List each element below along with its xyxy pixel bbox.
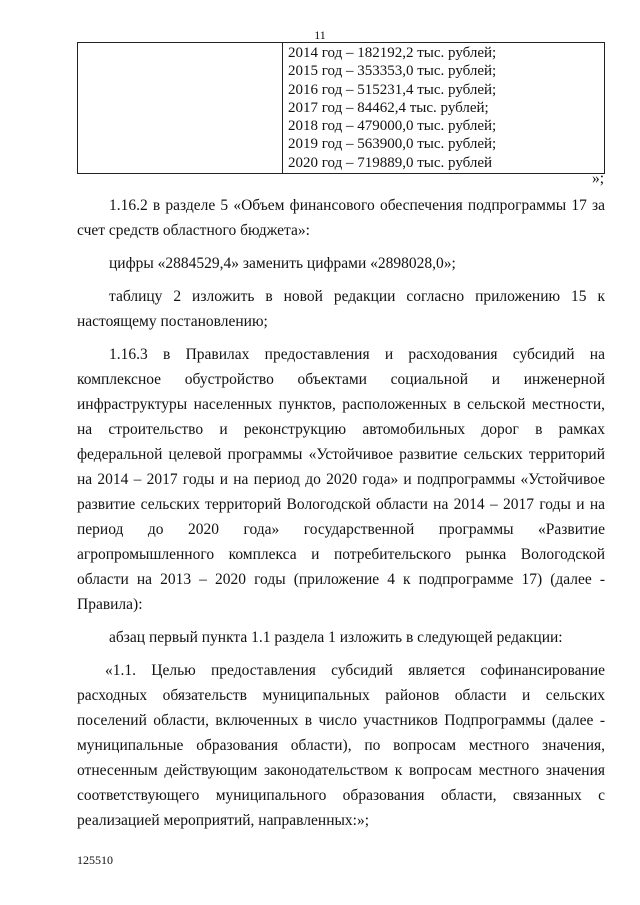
page-number: 11 — [314, 28, 326, 42]
paragraph-1-16-3: 1.16.3 в Правилах предоставления и расходования субсидий на комплексное обустройство объектами социальной и инженерной инфраструктуры населенных пунктов, расположенных в сельской местности, на строительство и реконструкцию автомобильных дорог в рамках федеральной целевой программы «Устойчивое развитие сельских территорий на 2014 – 2017 годы и на период до 2020 года» и подпрограммы «Устойчивое развитие сельских территорий Вологодской области на 2014 – 2017 годы и на период до 2020 года» государственной программы «Развитие агропромышленного комплекса и потребительского рынка Вологодской области на 2013 – 2020 годы (приложение 4 к подпрограмме 17) (далее - Правила): — [77, 346, 605, 613]
funding-year-line: 2017 год – 84462,4 тыс. рублей; — [288, 99, 489, 116]
document-body — [77, 193, 605, 841]
table-closing-quote: »; — [591, 170, 604, 187]
document-code: 125510 — [77, 853, 113, 867]
paragraph-table-2: таблицу 2 изложить в новой редакции согласно приложению 15 к настоящему постановлению; — [77, 288, 605, 330]
paragraph-abzac: абзац первый пункта 1.1 раздела 1 изложить в следующей редакции: — [109, 629, 563, 646]
funding-year-line: 2016 год – 515231,4 тыс. рублей; — [288, 81, 497, 98]
table-empty-cell — [78, 43, 283, 174]
funding-year-line: 2020 год – 719889,0 тыс. рублей — [288, 154, 493, 171]
paragraph-1-1-quote: «1.1. Целью предоставления субсидий является софинансирование расходных обязательств муниципальных районов области и сельских поселений области, включенных в число участников Подпрограммы (далее - муниципальные образования области), по вопросам местного значения, отнесенным действующим законодательством к вопросам местного значения соответствующего муниципального образования области, связанных с реализацией мероприятий, направленных:»; — [77, 662, 605, 829]
funding-year-line: 2019 год – 563900,0 тыс. рублей; — [288, 136, 497, 153]
funding-year-line: 2018 год – 479000,0 тыс. рублей; — [288, 118, 497, 135]
funding-years-cell — [283, 43, 605, 174]
paragraph-replace-figures: цифры «2884529,4» заменить цифрами «2898028,0»; — [109, 255, 456, 272]
paragraph-1-16-2: 1.16.2 в разделе 5 «Объем финансового обеспечения подпрограммы 17 за счет средств областного бюджета»: — [77, 197, 605, 239]
funding-year-line: 2014 год – 182192,2 тыс. рублей; — [288, 45, 497, 61]
funding-year-line: 2015 год – 353353,0 тыс. рублей; — [288, 63, 497, 80]
table-row — [78, 43, 605, 174]
funding-table — [77, 42, 605, 174]
